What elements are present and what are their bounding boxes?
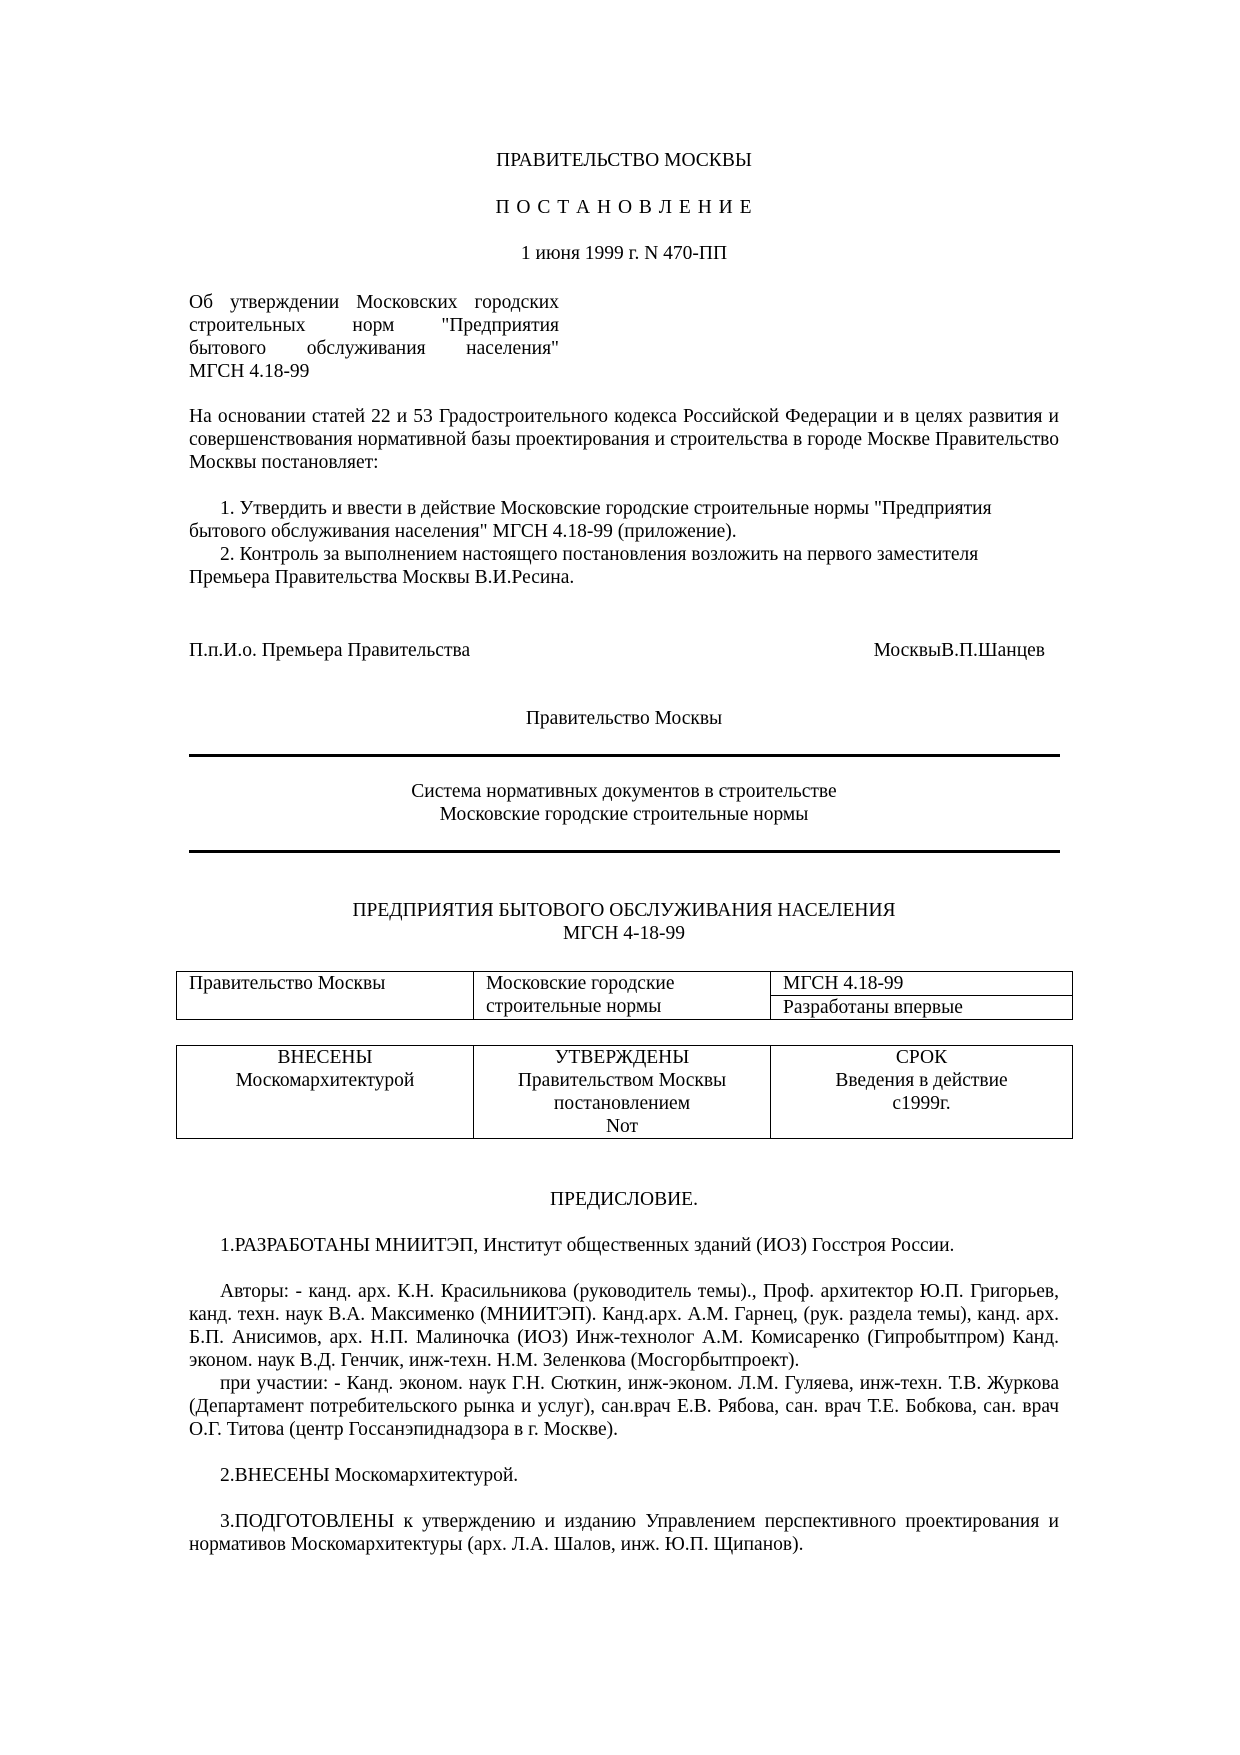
approval-approved-value: постановлением [553, 1093, 691, 1114]
approval-approved-number: Nот [605, 1116, 639, 1137]
doc-title: ПРЕДПРИЯТИЯ БЫТОВОГО ОБСЛУЖИВАНИЯ НАСЕЛЕНИЯ [352, 900, 896, 921]
approval-introduced-label: ВНЕСЕНЫ [277, 1047, 373, 1068]
approval-term-value: Введения в действие [835, 1070, 1008, 1091]
signature-name: МосквыВ.П.Шанцев [873, 640, 1045, 661]
approval-introduced-value: Москомархитектурой [235, 1070, 415, 1091]
divider-line [189, 850, 1060, 853]
norms-org: Правительство Москвы [525, 708, 723, 729]
divider-line [189, 754, 1060, 757]
decree-subject-line: МГСН 4.18-99 [189, 361, 310, 382]
decree-subject-line: Об утверждении Московских городских [189, 292, 559, 313]
decree-subject [189, 291, 559, 383]
doc-info-type: Московские городские строительные нормы [474, 972, 771, 1020]
signature-title: П.п.И.о. Премьера Правительства [189, 640, 471, 661]
decree-clauses [189, 497, 1059, 589]
foreword-paragraph: 3.ПОДГОТОВЛЕНЫ к утверждению и изданию Управлением перспективного проектирования и нормативов Москомархитектуры (арх. Л.А. Шалов, инж. Ю.П. Щипанов). [189, 1511, 1059, 1555]
norms-system-line: Система нормативных документов в строительстве [411, 781, 837, 802]
foreword-paragraph: 2.ВНЕСЕНЫ Москомархитектурой. [220, 1465, 519, 1486]
government-heading: ПРАВИТЕЛЬСТВО МОСКВЫ [496, 150, 752, 171]
approval-term-date: с1999г. [892, 1093, 951, 1114]
foreword-paragraph: при участии: - Канд. эконом. наук Г.Н. Сюткин, инж-эконом. Л.М. Гуляева, инж-техн. Т.В. Журкова (Департамент потребительского рынка и услуг), сан.врач Е.В. Рябова, сан. врач Т.Е. Бобкова, сан. врач О.Г. Титова (центр Госсанэпиднадзора в г. Москве). [189, 1373, 1059, 1440]
approval-table [176, 1045, 1073, 1139]
decree-date-number: 1 июня 1999 г. N 470-ПП [520, 243, 728, 264]
foreword-authors [189, 1280, 1059, 1441]
approval-approved-label: УТВЕРЖДЕНЫ [554, 1047, 690, 1068]
approval-approved-value: Правительством Москвы [517, 1070, 727, 1091]
decree-heading: П О С Т А Н О В Л Е Н И Е [495, 197, 753, 218]
doc-info-status: Разработаны впервые [771, 996, 1073, 1020]
doc-info-table [176, 971, 1073, 1020]
approval-introduced-cell [177, 1046, 474, 1139]
decree-preamble: На основании статей 22 и 53 Градостроительного кодекса Российской Федерации и в целях развития и совершенствования нормативной базы проектирования и строительства в городе Москве Правительство Москвы постановляет: [189, 406, 1059, 473]
doc-info-issuer: Правительство Москвы [177, 972, 474, 1020]
norms-system-line: Московские городские строительные нормы [439, 804, 809, 825]
decree-clause: 1. Утвердить и ввести в действие Московские городские строительные нормы "Предприятия бытового обслуживания населения" МГСН 4.18-99 (приложение). [189, 498, 992, 542]
decree-subject-line: строительных норм "Предприятия [189, 315, 559, 336]
approval-term-label: СРОК [895, 1047, 948, 1068]
approval-approved-cell [474, 1046, 771, 1139]
approval-term-cell [771, 1046, 1073, 1139]
foreword-paragraph: Авторы: - канд. арх. К.Н. Красильникова (руководитель темы)., Проф. архитектор Ю.П. Григорьев, канд. техн. наук В.А. Максименко (МНИИТЭП). Канд.арх. А.М. Гарнец, (рук. раздела темы), канд. арх. Б.П. Анисимов, арх. Н.П. Малиночка (ИОЗ) Инж-технолог А.М. Комисаренко (Гипробытпром) Канд. эконом. наук В.Д. Генчик, инж-техн. Н.М. Зеленкова (Мосгорбытпроект). [189, 1281, 1059, 1371]
decree-clause: 2. Контроль за выполнением настоящего постановления возложить на первого заместителя Премьера Правительства Москвы В.И.Ресина. [189, 544, 979, 588]
decree-subject-line: бытового обслуживания населения" [189, 338, 559, 359]
foreword-paragraph: 1.РАЗРАБОТАНЫ МНИИТЭП, Институт общественных зданий (ИОЗ) Госстроя России. [220, 1235, 955, 1256]
foreword-title: ПРЕДИСЛОВИЕ. [550, 1189, 698, 1210]
doc-info-code: МГСН 4.18-99 [771, 972, 1073, 996]
doc-code: МГСН 4-18-99 [562, 923, 686, 944]
